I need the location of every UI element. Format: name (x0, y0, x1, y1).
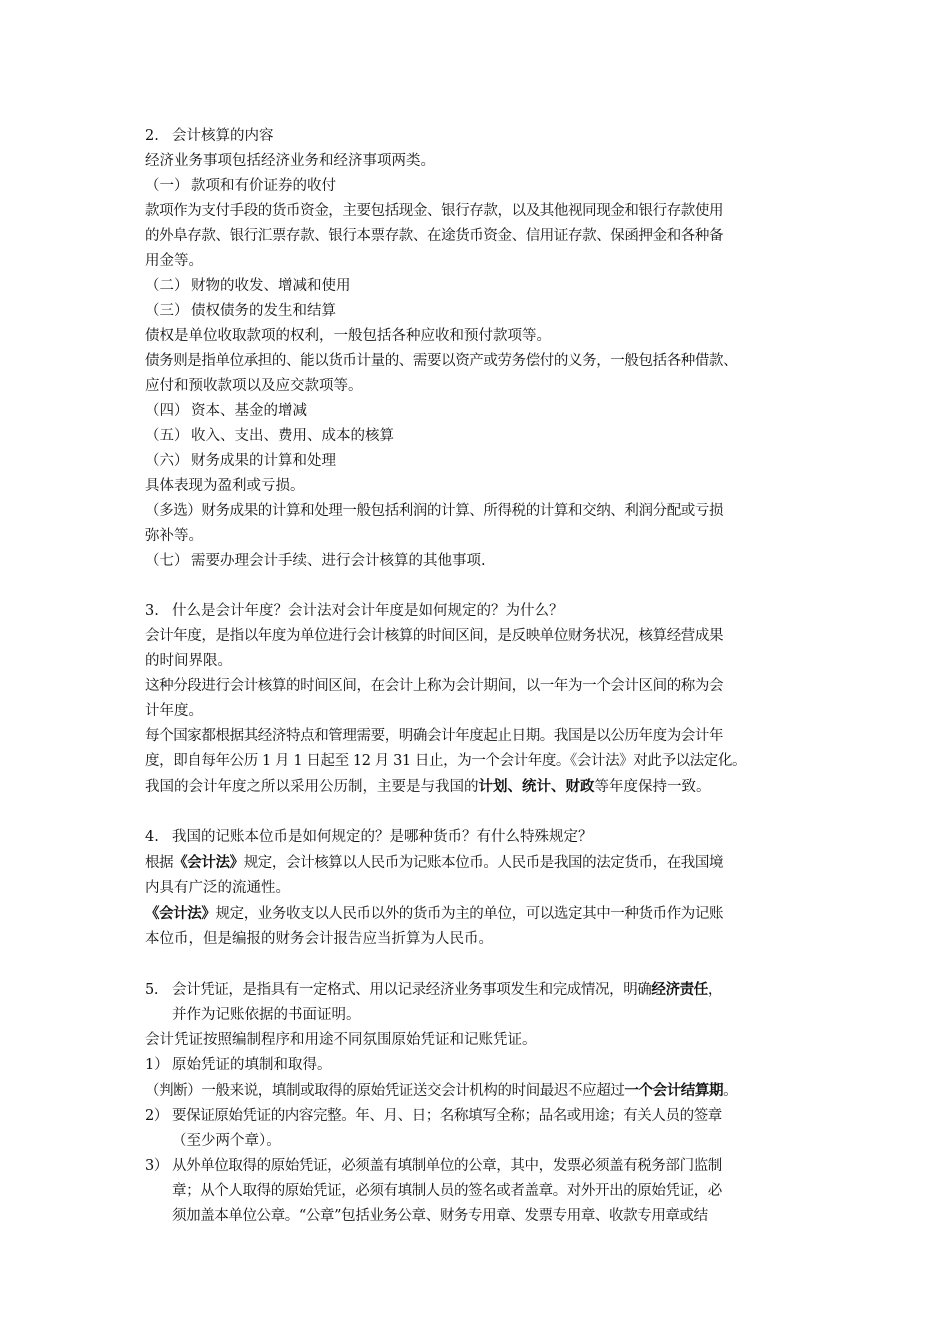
paragraph-line: 应付和预收款项以及应交款项等。 (145, 378, 363, 394)
section-3-heading (145, 599, 845, 624)
list-item: （六） 财务成果的计算和处理 (145, 453, 336, 469)
section-number: 3. (145, 603, 159, 619)
numbered-item: 3） 从外单位取得的原始凭证，必须盖有填制单位的公章，其中，发票必须盖有税务部门监制 (145, 1158, 722, 1174)
paragraph-line: 度，即自每年公历 1 月 1 日起至 12 月 31 日止，为一个会计年度。《会计法》对此予以法定化。 (145, 753, 747, 769)
paragraph-line: 弥补等。 (145, 528, 203, 544)
paragraph-line: 本位币，但是编报的财务会计报告应当折算为人民币。 (145, 931, 493, 947)
list-item: （三） 债权债务的发生和结算 (145, 303, 336, 319)
paragraph-line: 并作为记账依据的书面证明。 (172, 1007, 361, 1023)
paragraph-line: 每个国家都根据其经济特点和管理需要，明确会计年度起止日期。我国是以公历年度为会计年 (145, 728, 724, 744)
list-item: （二） 财物的收发、增减和使用 (145, 278, 351, 294)
paragraph-line: 内具有广泛的流通性。 (145, 880, 290, 896)
paragraph-line: 《会计法》规定，业务收支以人民币以外的货币为主的单位，可以选定其中一种货币作为记账 (145, 905, 724, 922)
paragraph-line: 具体表现为盈利或亏损。 (145, 478, 305, 494)
emphasis: 《会计法》 (173, 854, 244, 871)
list-item: （一） 款项和有价证券的收付 (145, 178, 336, 194)
paragraph-line: 这种分段进行会计核算的时间区间，在会计上称为会计期间，以一年为一个会计区间的称为会 (145, 678, 724, 694)
section-5-heading: 5. 会计凭证，是指具有一定格式、用以记录经济业务事项发生和完成情况，明确经济责任， (145, 977, 845, 1003)
paragraph-line: 章；从个人取得的原始凭证，必须有填制人员的签名或者盖章。对外开出的原始凭证，必 (172, 1183, 722, 1199)
paragraph-line: 会计年度，是指以年度为单位进行会计核算的时间区间，是反映单位财务状况，核算经营成果 (145, 628, 724, 644)
spacer (145, 952, 845, 977)
paragraph-line: （多选）财务成果的计算和处理一般包括利润的计算、所得税的计算和交纳、利润分配或亏损 (145, 503, 724, 519)
section-title: 我国的记账本位币是如何规定的？是哪种货币？有什么特殊规定？ (172, 829, 593, 845)
list-item: （五） 收入、支出、费用、成本的核算 (145, 428, 394, 444)
paragraph-line: 计年度。 (145, 703, 203, 719)
paragraph-line: （判断）一般来说，填制或取得的原始凭证送交会计机构的时间最迟不应超过一个会计结算期。 (145, 1082, 738, 1099)
emphasis: 《会计法》 (145, 905, 216, 922)
emphasis: 计划、统计、财政 (478, 778, 595, 795)
document-page (145, 124, 845, 1229)
paragraph-line: 我国的会计年度之所以采用公历制，主要是与我国的计划、统计、财政等年度保持一致。 (145, 778, 711, 795)
section-number: 5. (145, 982, 159, 998)
section-title: 会计核算的内容 (172, 128, 274, 144)
section-number: 4. (145, 829, 159, 845)
paragraph-line: （至少两个章）。 (172, 1133, 281, 1149)
paragraph-line: 会计凭证按照编制程序和用途不同氛围原始凭证和记账凭证。 (145, 1032, 537, 1048)
paragraph-line: 用金等。 (145, 253, 203, 269)
list-item: （四） 资本、基金的增减 (145, 403, 307, 419)
paragraph-line: 的外阜存款、银行汇票存款、银行本票存款、在途货币资金、信用证存款、保函押金和各种备 (145, 228, 724, 244)
section-4-heading (145, 825, 845, 850)
list-item: （七） 需要办理会计手续、进行会计核算的其他事项. (145, 553, 486, 569)
section-number: 2. (145, 128, 159, 144)
paragraph-line: 根据《会计法》规定，会计核算以人民币为记账本位币。人民币是我国的法定货币，在我国境 (145, 854, 724, 871)
spacer (145, 800, 845, 825)
emphasis: 一个会计结算期 (624, 1082, 724, 1099)
paragraph-line: 债务则是指单位承担的、能以货币计量的、需要以资产或劳务偿付的义务，一般包括各种借款、 (145, 353, 738, 369)
section-title: 什么是会计年度？会计法对会计年度是如何规定的？为什么？ (172, 603, 564, 619)
paragraph-line: 债权是单位收取款项的权利，一般包括各种应收和预付款项等。 (145, 328, 551, 344)
section-2-heading (145, 124, 845, 149)
spacer (145, 574, 845, 599)
paragraph-line: 的时间界限。 (145, 653, 232, 669)
numbered-item: 2） 要保证原始凭证的内容完整。年、月、日；名称填写全称；品名或用途；有关人员的签章 (145, 1108, 722, 1124)
paragraph: 经济业务事项包括经济业务和经济事项两类。 (145, 153, 435, 169)
emphasis: 经济责任 (651, 981, 708, 998)
paragraph-line: 须加盖本单位公章。“公章”包括业务公章、财务专用章、发票专用章、收款专用章或结 (172, 1208, 708, 1224)
paragraph-line: 款项作为支付手段的货币资金，主要包括现金、银行存款，以及其他视同现金和银行存款使用 (145, 203, 724, 219)
numbered-item: 1） 原始凭证的填制和取得。 (145, 1057, 332, 1073)
